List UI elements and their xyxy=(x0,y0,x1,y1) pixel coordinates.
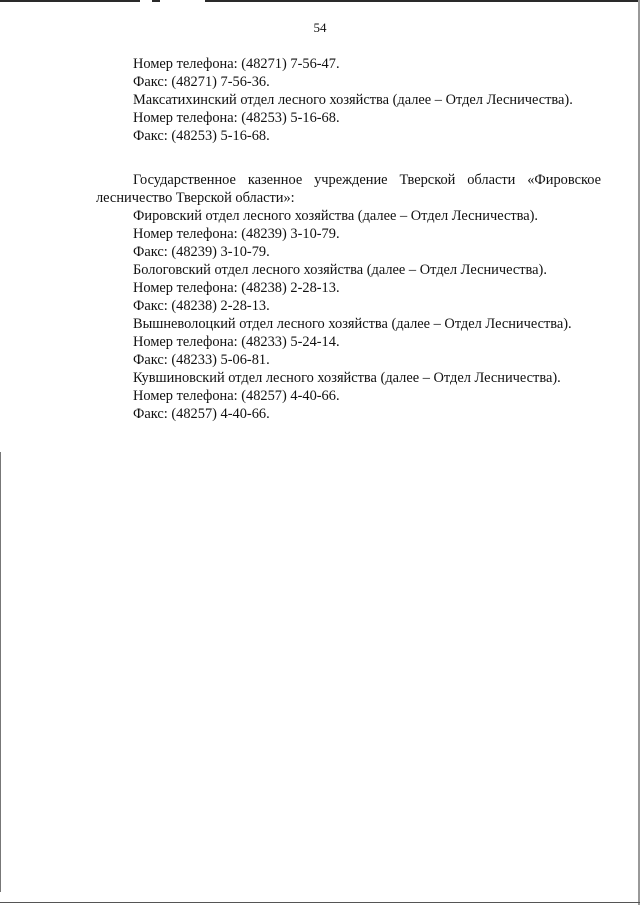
text-line: Номер телефона: (48239) 3-10-79. xyxy=(133,226,340,242)
text-line: Кувшиновский отдел лесного хозяйства (далее – Отдел Лесничества). xyxy=(133,370,561,386)
text-line: Номер телефона: (48271) 7-56-47. xyxy=(133,56,340,72)
text-line: Факс: (48257) 4-40-66. xyxy=(133,406,270,422)
scan-border-gap xyxy=(140,0,152,2)
text-line: Номер телефона: (48233) 5-24-14. xyxy=(133,334,340,350)
text-line: Бологовский отдел лесного хозяйства (далее – Отдел Лесничества). xyxy=(133,262,547,278)
page-number: 54 xyxy=(313,20,327,35)
text-line: Максатихинский отдел лесного хозяйства (далее – Отдел Лесничества). xyxy=(133,92,573,108)
text-line: Факс: (48238) 2-28-13. xyxy=(133,298,270,314)
text-line: Вышневолоцкий отдел лесного хозяйства (далее – Отдел Лесничества). xyxy=(133,316,572,332)
text-line: Факс: (48271) 7-56-36. xyxy=(133,74,270,90)
text-line: Номер телефона: (48257) 4-40-66. xyxy=(133,388,340,404)
text-line: Факс: (48253) 5-16-68. xyxy=(133,128,270,144)
document-body xyxy=(96,55,601,423)
text-line: Номер телефона: (48238) 2-28-13. xyxy=(133,280,340,296)
text-line: Факс: (48239) 3-10-79. xyxy=(133,244,270,260)
scan-border-bottom xyxy=(0,902,640,903)
text-line: Фировский отдел лесного хозяйства (далее – Отдел Лесничества). xyxy=(133,208,538,224)
institution-paragraph: Государственное казенное учреждение Тверской области «Фировское лесничество Тверской области»: xyxy=(96,172,601,206)
paragraph-spacer xyxy=(96,145,601,171)
scan-border-gap xyxy=(160,0,205,2)
scan-border-left xyxy=(0,452,1,892)
text-line: Номер телефона: (48253) 5-16-68. xyxy=(133,110,340,126)
scan-border-top xyxy=(0,0,640,2)
text-line: Факс: (48233) 5-06-81. xyxy=(133,352,270,368)
